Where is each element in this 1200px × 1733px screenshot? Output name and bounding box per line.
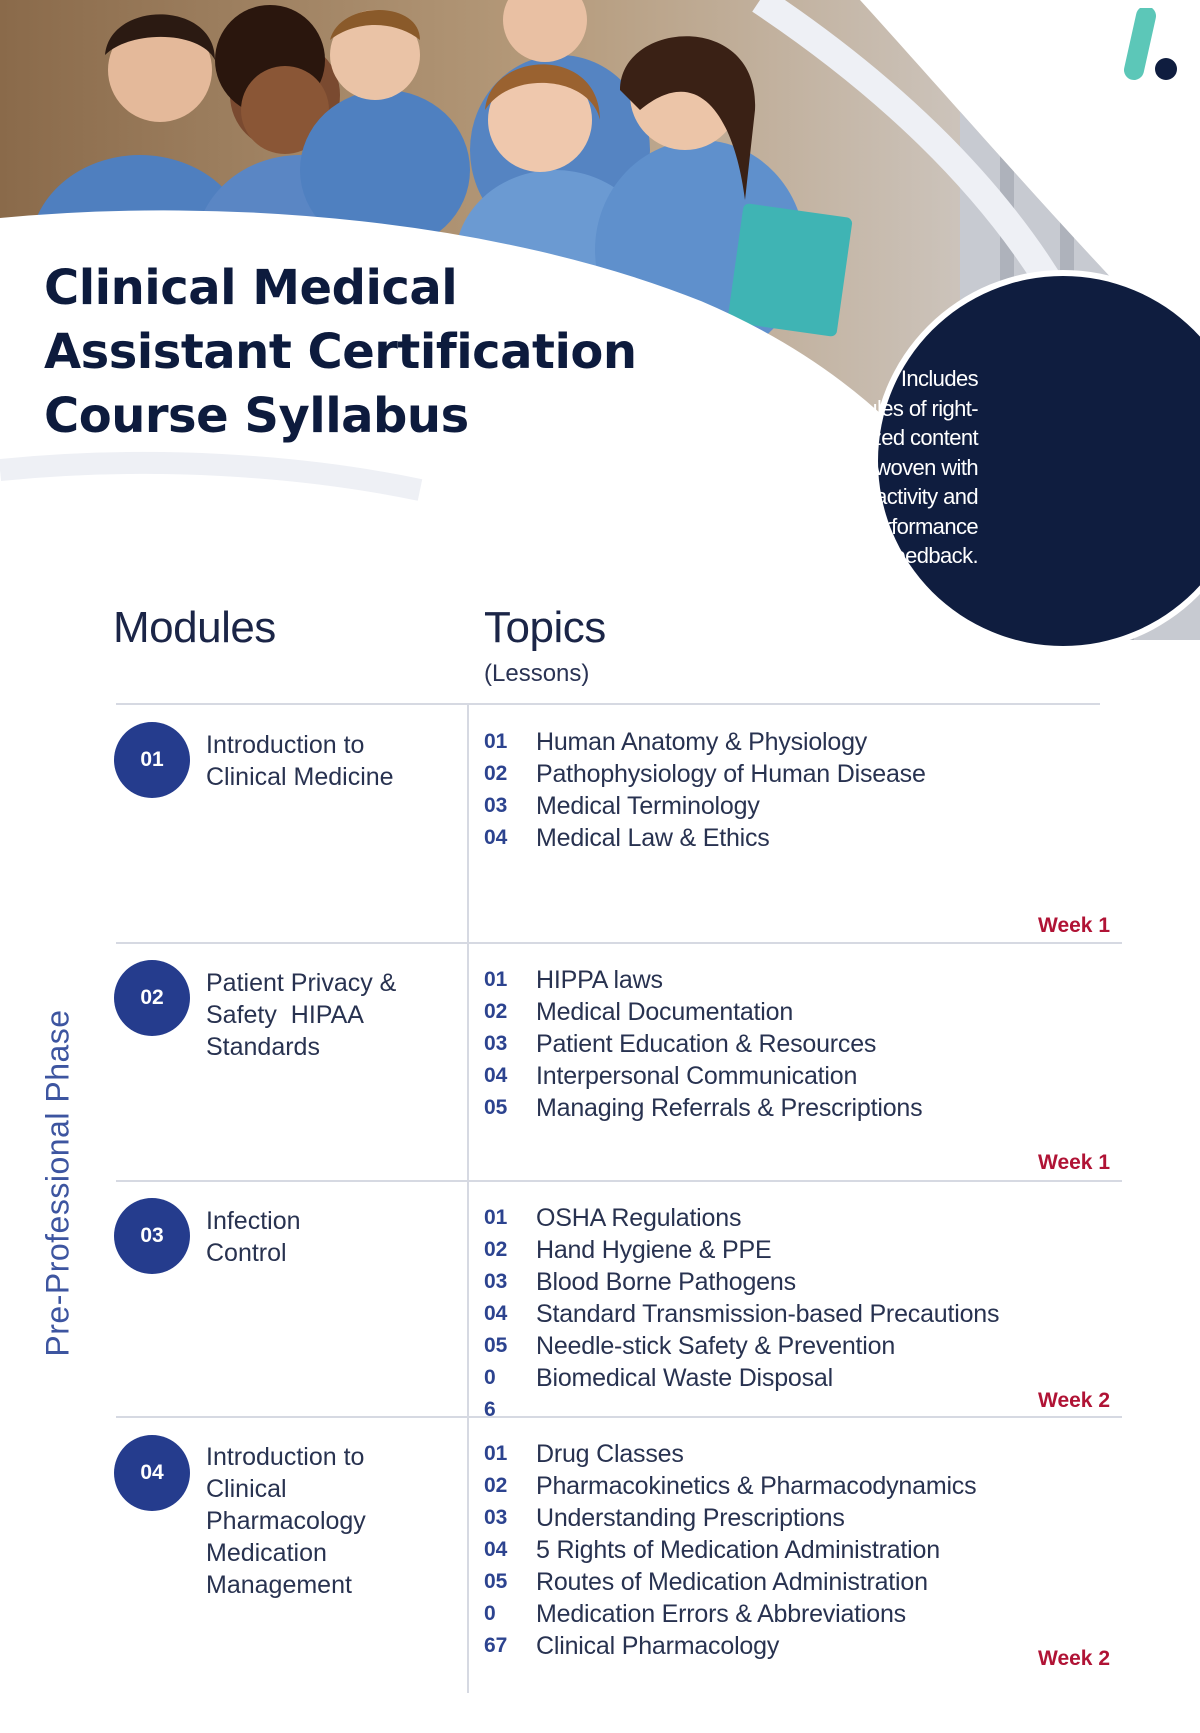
list-item xyxy=(484,1202,999,1234)
topic-number: 05 xyxy=(484,1096,508,1119)
topic-text: Human Anatomy & Physiology xyxy=(536,728,868,756)
topic-text: Medical Law & Ethics xyxy=(536,824,770,852)
list-item xyxy=(484,1362,999,1394)
topic-number: 03 xyxy=(484,1032,508,1055)
week-label: Week 1 xyxy=(1038,914,1110,937)
topic-number: 01 xyxy=(484,730,508,753)
topic-text: Standard Transmission-based Precautions xyxy=(536,1300,1000,1328)
title-line: Assistant Certification xyxy=(44,324,637,380)
title-line: Clinical Medical xyxy=(44,260,458,316)
module-name-line: Medication xyxy=(206,1539,327,1567)
topic-list xyxy=(484,1438,976,1662)
topic-text: Pharmacokinetics & Pharmacodynamics xyxy=(536,1472,977,1500)
module-name-line: Infection xyxy=(206,1207,301,1235)
list-item xyxy=(484,1266,999,1298)
page-title xyxy=(44,256,637,448)
table-divider xyxy=(116,942,1122,944)
topic-number: 01 xyxy=(484,968,508,991)
topic-text: Interpersonal Communication xyxy=(536,1062,858,1090)
topic-number: 04 xyxy=(484,1064,508,1087)
list-item xyxy=(484,1060,922,1092)
list-item xyxy=(484,790,926,822)
topic-number: 02 xyxy=(484,1474,508,1497)
topic-text: Understanding Prescriptions xyxy=(536,1504,845,1532)
module-number-badge: 02 xyxy=(114,960,190,1036)
topic-text: Blood Borne Pathogens xyxy=(536,1268,796,1296)
topic-text: Pathophysiology of Human Disease xyxy=(536,760,926,788)
topic-number: 04 xyxy=(484,826,508,849)
badge-line: interwoven with xyxy=(835,454,978,480)
topic-number: 02 xyxy=(484,1238,508,1261)
modules-heading: Modules xyxy=(113,603,276,652)
list-item xyxy=(484,1330,999,1362)
module-name xyxy=(206,1441,446,1601)
brand-logo-icon xyxy=(1118,8,1198,88)
topic-text: Medication Errors & Abbreviations xyxy=(536,1600,906,1628)
module-name xyxy=(206,729,446,793)
topics-subheading: (Lessons) xyxy=(484,660,590,687)
topic-list xyxy=(484,1202,999,1426)
module-name-line: Clinical xyxy=(206,1475,287,1503)
list-item xyxy=(484,726,926,758)
topics-heading: Topics xyxy=(484,603,606,652)
badge-line: sized content xyxy=(856,425,978,450)
topic-text: Drug Classes xyxy=(536,1440,684,1468)
list-item xyxy=(484,822,926,854)
module-name-line: Introduction to xyxy=(206,1443,365,1471)
badge-line: 15 modules of right- xyxy=(795,395,978,421)
phase-label: Pre-Professional Phase xyxy=(39,1009,76,1357)
badge-line: instant performance xyxy=(794,513,978,539)
column-divider xyxy=(467,703,469,1693)
list-item xyxy=(484,1092,922,1124)
topic-text: Clinical Pharmacology xyxy=(536,1632,780,1660)
week-label: Week 2 xyxy=(1038,1389,1110,1412)
topic-number: 04 xyxy=(484,1538,508,1561)
topic-text: 5 Rights of Medication Administration xyxy=(536,1536,940,1564)
badge-line: Includes xyxy=(900,366,978,391)
topic-number: 0 xyxy=(484,1366,496,1389)
list-item xyxy=(484,1438,976,1470)
topic-number: 02 xyxy=(484,1000,508,1023)
module-name-line: Introduction to xyxy=(206,731,365,759)
topic-number: 03 xyxy=(484,1270,508,1293)
topic-number: 6 xyxy=(484,1398,496,1421)
topic-text: Patient Education & Resources xyxy=(536,1030,877,1058)
topic-text: Biomedical Waste Disposal xyxy=(536,1364,833,1392)
table-divider xyxy=(116,1180,1122,1182)
module-name-line: Safety HIPAA xyxy=(206,1001,364,1029)
topic-text: OSHA Regulations xyxy=(536,1204,742,1232)
topic-text: Medical Terminology xyxy=(536,792,760,820)
topic-number: 01 xyxy=(484,1442,508,1465)
list-item xyxy=(484,1566,976,1598)
module-number-badge: 01 xyxy=(114,722,190,798)
module-name-line: Management xyxy=(206,1571,352,1599)
list-item xyxy=(484,1598,976,1630)
module-name-line: Clinical Medicine xyxy=(206,763,394,791)
topic-number: 05 xyxy=(484,1334,508,1357)
module-number-badge: 03 xyxy=(114,1198,190,1274)
list-item xyxy=(484,1298,999,1330)
title-line: Course Syllabus xyxy=(44,388,469,444)
topic-number: 67 xyxy=(484,1634,508,1657)
list-item xyxy=(484,1470,976,1502)
topic-number: 0 xyxy=(484,1602,496,1625)
list-item xyxy=(484,1394,999,1426)
list-item xyxy=(484,1534,976,1566)
module-name-line: Standards xyxy=(206,1033,320,1061)
list-item xyxy=(484,996,922,1028)
list-item xyxy=(484,1502,976,1534)
topic-number: 03 xyxy=(484,1506,508,1529)
list-item xyxy=(484,1028,922,1060)
topic-text: Needle-stick Safety & Prevention xyxy=(536,1332,896,1360)
badge-line: interactivity and xyxy=(835,484,978,509)
topic-number: 05 xyxy=(484,1570,508,1593)
list-item xyxy=(484,758,926,790)
module-name-line: Control xyxy=(206,1239,287,1267)
module-name xyxy=(206,967,446,1063)
topic-text: Managing Referrals & Prescriptions xyxy=(536,1094,923,1122)
topic-list xyxy=(484,964,922,1124)
topic-text: Medical Documentation xyxy=(536,998,794,1026)
topic-text: Routes of Medication Administration xyxy=(536,1568,928,1596)
topic-number: 01 xyxy=(484,1206,508,1229)
topic-number: 04 xyxy=(484,1302,508,1325)
module-name xyxy=(206,1205,446,1269)
badge-line: feedback. xyxy=(887,543,978,568)
table-divider xyxy=(116,703,1100,705)
list-item xyxy=(484,1234,999,1266)
list-item xyxy=(484,964,922,996)
topic-list xyxy=(484,726,926,854)
list-item xyxy=(484,1630,976,1662)
info-badge-text xyxy=(718,364,978,571)
week-label: Week 2 xyxy=(1038,1647,1110,1670)
topic-number: 03 xyxy=(484,794,508,817)
module-name-line: Patient Privacy & xyxy=(206,969,397,997)
module-name-line: Pharmacology xyxy=(206,1507,366,1535)
topic-number: 02 xyxy=(484,762,508,785)
topic-text: Hand Hygiene & PPE xyxy=(536,1236,772,1264)
topic-text: HIPPA laws xyxy=(536,966,663,994)
week-label: Week 1 xyxy=(1038,1151,1110,1174)
module-number-badge: 04 xyxy=(114,1435,190,1511)
